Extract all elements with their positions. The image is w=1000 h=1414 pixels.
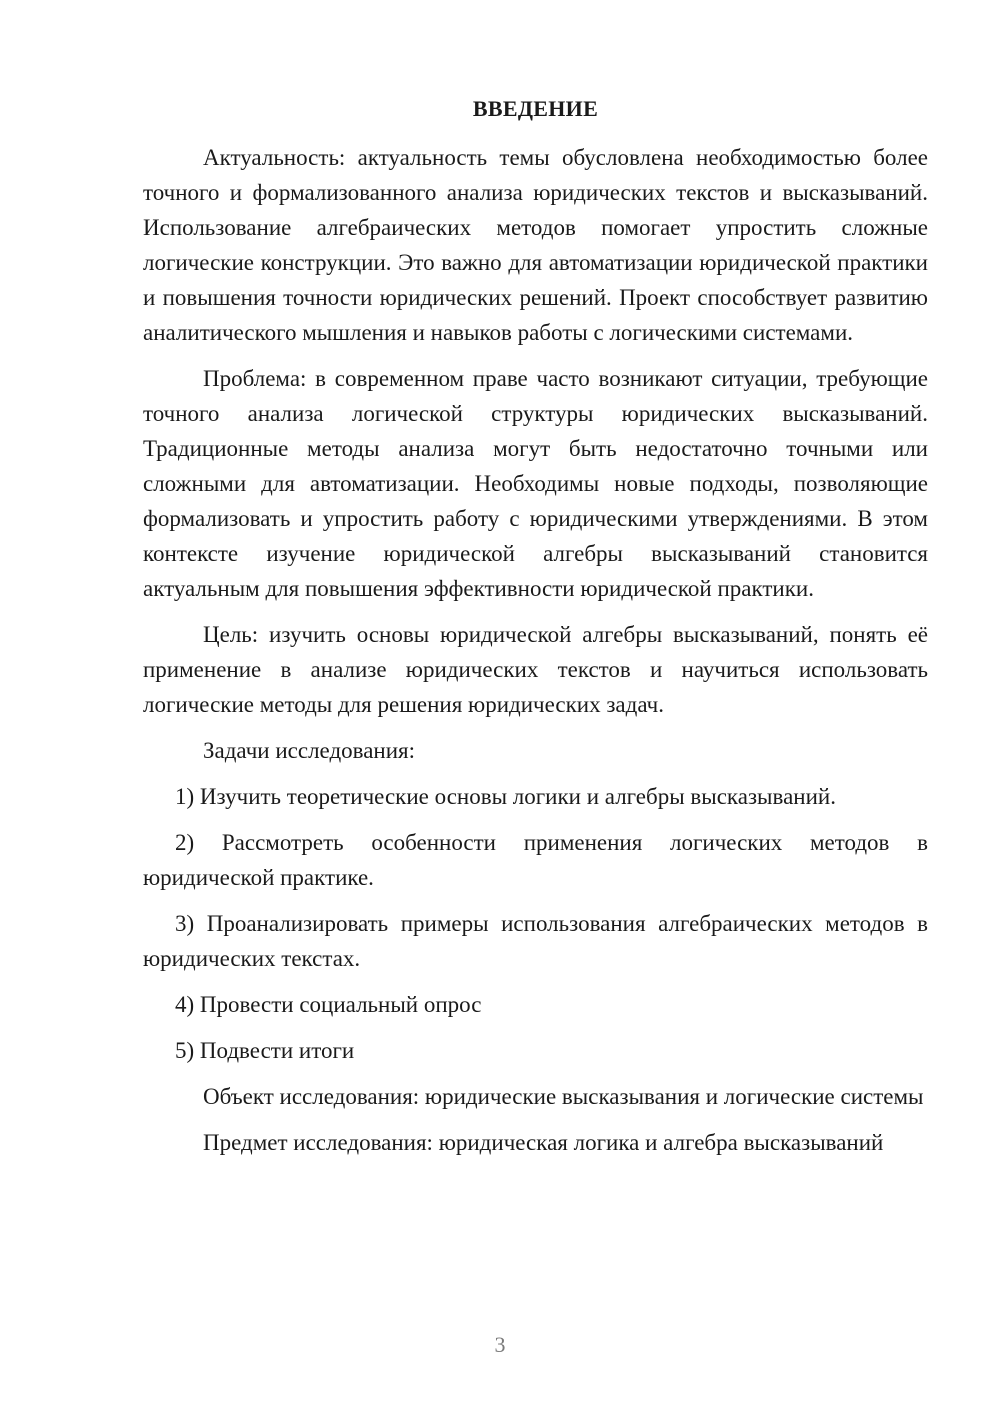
task-item-2: 2) Рассмотреть особенности применения логических методов в юридической практике.	[143, 830, 928, 890]
page-title: ВВЕДЕНИЕ	[472, 96, 599, 121]
task-item-1: 1) Изучить теоретические основы логики и алгебры высказываний.	[175, 784, 836, 809]
paragraph-tasks-heading: Задачи исследования:	[203, 738, 416, 763]
document-page	[143, 94, 928, 1171]
paragraph-object: Объект исследования: юридические высказывания и логические системы	[203, 1084, 924, 1109]
paragraph-problem: Проблема: в современном праве часто возникают ситуации, требующие точного анализа логической структуры юридических высказываний. Традиционные методы анализа могут быть недостаточно точными или сложными для автоматизации. Необходимы новые подходы, позволяющие формализовать и упростить работу с юридическими утверждениями. В этом контексте изучение юридической алгебры высказываний становится актуальным для повышения эффективности юридической практики.	[143, 366, 928, 601]
paragraph-relevance: Актуальность: актуальность темы обусловлена необходимостью более точного и формализованного анализа юридических текстов и высказываний. Использование алгебраических методов помогает упростить сложные логические конструкции. Это важно для автоматизации юридической практики и повышения точности юридических решений. Проект способствует развитию аналитического мышления и навыков работы с логическими системами.	[143, 145, 928, 345]
task-item-5: 5) Подвести итоги	[175, 1038, 355, 1063]
paragraph-subject: Предмет исследования: юридическая логика и алгебра высказываний	[203, 1130, 884, 1155]
task-item-4: 4) Провести социальный опрос	[175, 992, 482, 1017]
paragraph-goal: Цель: изучить основы юридической алгебры высказываний, понять её применение в анализе юридических текстов и научиться использовать логические методы для решения юридических задач.	[143, 622, 928, 717]
task-item-3: 3) Проанализировать примеры использования алгебраических методов в юридических текстах.	[143, 911, 928, 971]
page-number: 3	[494, 1332, 506, 1357]
